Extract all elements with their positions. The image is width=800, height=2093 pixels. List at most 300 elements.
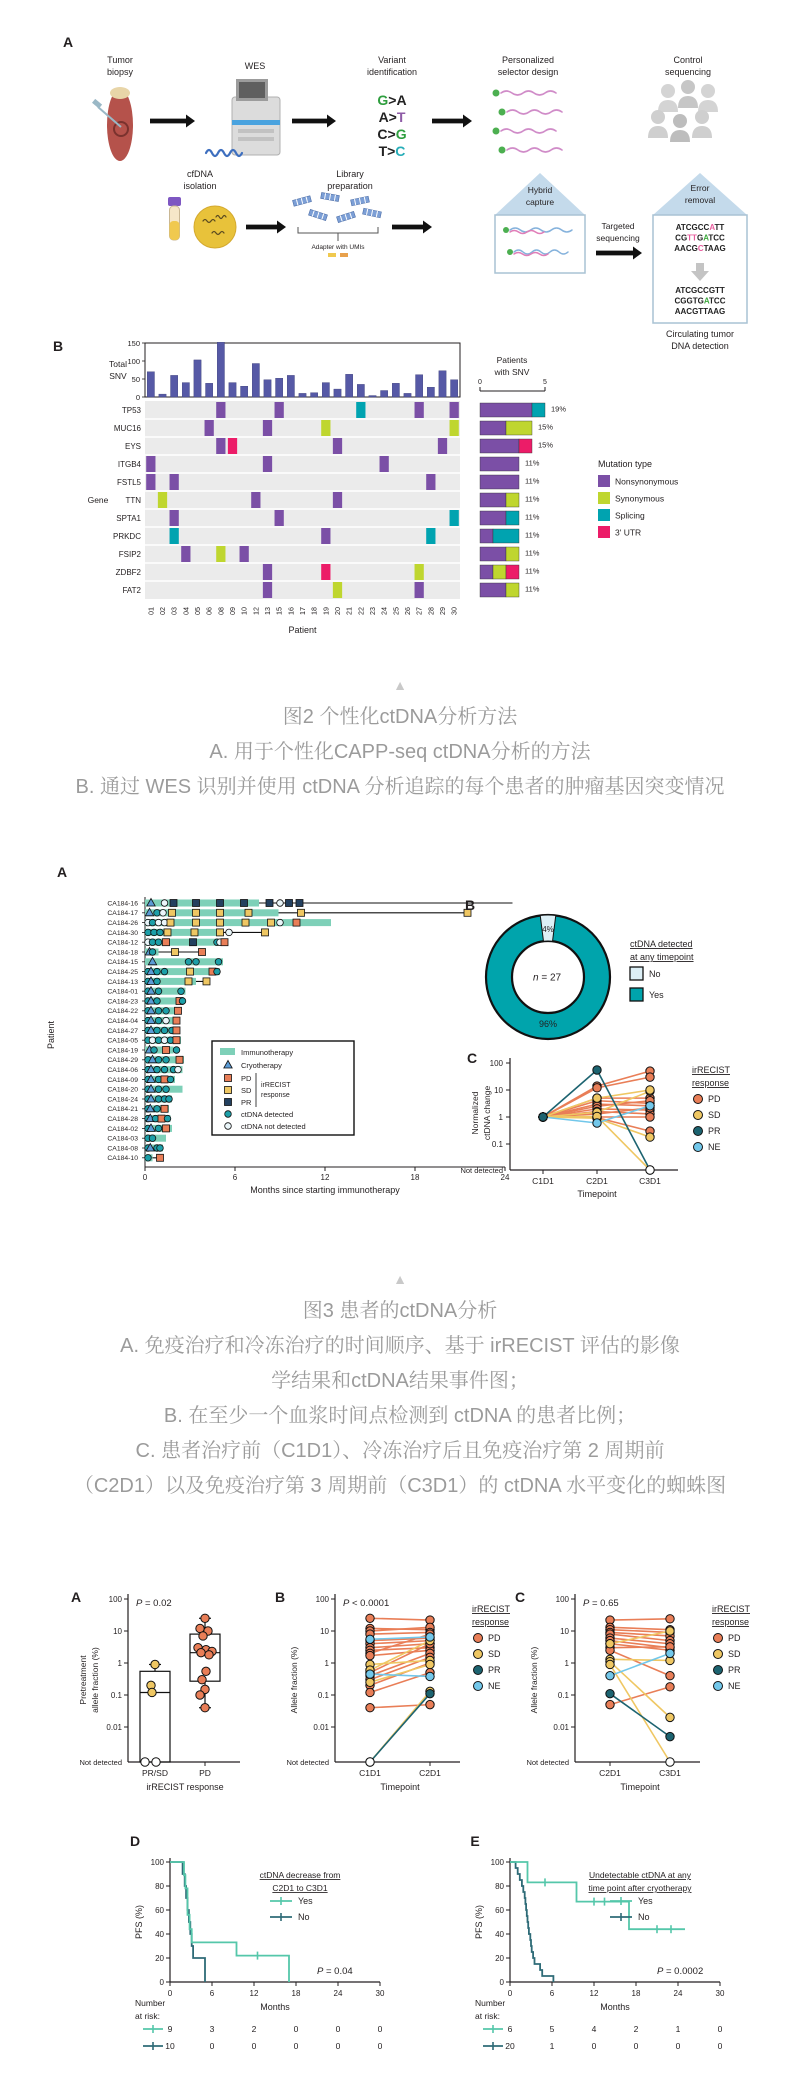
svg-text:Targeted: Targeted: [601, 221, 635, 231]
svg-text:0.01: 0.01: [313, 1723, 329, 1732]
svg-text:15: 15: [274, 607, 284, 615]
svg-text:0: 0: [633, 2041, 639, 2051]
svg-text:Not detected: Not detected: [286, 1758, 329, 1767]
svg-text:11%: 11%: [525, 512, 540, 522]
svg-text:26: 26: [403, 607, 412, 615]
svg-text:response: response: [692, 1078, 730, 1088]
svg-text:22: 22: [356, 607, 366, 615]
svg-text:23: 23: [368, 607, 377, 615]
svg-text:25: 25: [391, 607, 401, 615]
svg-text:Allele fraction (%): Allele fraction (%): [529, 1646, 539, 1714]
svg-text:B: B: [274, 1589, 286, 1605]
svg-text:1: 1: [498, 1113, 503, 1122]
fig2-mutation-type-legend: [598, 459, 678, 538]
svg-text:FAT2: FAT2: [122, 585, 141, 595]
figure3-caption-line-c1: C. 患者治疗前（C1D1）、冷冻治疗后且免疫治疗第 2 周期前: [135, 1440, 665, 1462]
svg-text:CA184-10: CA184-10: [107, 1155, 138, 1163]
svg-text:0: 0: [159, 1978, 164, 1987]
svg-text:20: 20: [155, 1954, 164, 1963]
svg-text:100: 100: [127, 356, 140, 366]
svg-text:irRECIST response: irRECIST response: [146, 1782, 224, 1792]
svg-text:10: 10: [560, 1627, 569, 1636]
svg-text:11%: 11%: [525, 458, 540, 468]
control-population-icon: [648, 80, 718, 142]
svg-text:CA184-01: CA184-01: [107, 988, 138, 996]
svg-text:20: 20: [333, 607, 342, 615]
svg-text:CA184-02: CA184-02: [107, 1125, 138, 1133]
svg-text:Circulating tumor: Circulating tumor: [665, 329, 735, 339]
svg-text:02: 02: [158, 607, 167, 615]
fig2-oncoprint: [113, 401, 460, 615]
svg-text:Number: Number: [475, 1998, 506, 2008]
svg-text:isolation: isolation: [183, 181, 217, 191]
svg-text:1: 1: [549, 2041, 555, 2051]
svg-text:CA184-13: CA184-13: [107, 978, 138, 986]
svg-text:irRECIST: irRECIST: [692, 1065, 730, 1075]
svg-text:WES: WES: [244, 61, 266, 71]
svg-text:0: 0: [377, 2041, 383, 2051]
svg-text:Yes: Yes: [638, 1896, 653, 1906]
svg-text:12: 12: [249, 1989, 259, 1998]
svg-text:C2D1 to C3D1: C2D1 to C3D1: [272, 1883, 328, 1893]
variant-list: [377, 92, 406, 159]
svg-text:C3D1: C3D1: [659, 1768, 681, 1778]
svg-text:C2D1: C2D1: [599, 1768, 621, 1778]
svg-text:5: 5: [543, 379, 547, 386]
svg-text:Months: Months: [600, 2002, 630, 2012]
svg-text:Control: Control: [673, 55, 703, 65]
svg-text:Immunotherapy: Immunotherapy: [241, 1048, 294, 1057]
svg-text:100: 100: [108, 1595, 122, 1604]
svg-text:CA184-25: CA184-25: [107, 969, 138, 976]
figure2-caption-title: 图2 个性化ctDNA分析方法: [282, 706, 518, 728]
svg-text:P = 0.65: P = 0.65: [583, 1598, 619, 1609]
figure4-ctdna-outcome-analysis: [40, 1550, 760, 2090]
svg-text:Timepoint: Timepoint: [577, 1189, 617, 1199]
svg-text:CA184-26: CA184-26: [107, 920, 138, 927]
svg-text:11%: 11%: [525, 566, 540, 576]
svg-text:30: 30: [449, 607, 459, 615]
svg-text:CA184-18: CA184-18: [107, 949, 138, 957]
svg-text:0: 0: [209, 2041, 215, 2051]
svg-text:CA184-24: CA184-24: [107, 1096, 138, 1104]
svg-text:0.1: 0.1: [557, 1691, 569, 1700]
svg-text:CA184-23: CA184-23: [107, 998, 138, 1006]
svg-text:irRECIST: irRECIST: [712, 1604, 750, 1614]
svg-text:6: 6: [209, 1989, 215, 1998]
svg-text:0: 0: [675, 2041, 681, 2051]
svg-text:PRKDC: PRKDC: [112, 531, 141, 541]
fig2-panel-b: [53, 338, 678, 635]
svg-text:PD: PD: [728, 1633, 741, 1643]
svg-text:PD: PD: [199, 1768, 211, 1778]
fig4-panel-d-km-risk-table: [135, 1998, 383, 2051]
svg-text:Yes: Yes: [298, 1896, 313, 1906]
svg-text:0: 0: [167, 1989, 173, 1998]
svg-text:10: 10: [320, 1627, 329, 1636]
svg-text:0.01: 0.01: [553, 1723, 569, 1732]
svg-text:ctDNA change: ctDNA change: [482, 1085, 492, 1141]
svg-text:E: E: [470, 1833, 480, 1849]
svg-text:10: 10: [165, 2041, 175, 2051]
cfdna-isolation-icon: [168, 197, 236, 248]
svg-text:B: B: [52, 338, 64, 354]
svg-text:PD: PD: [708, 1094, 721, 1104]
svg-text:13: 13: [263, 607, 272, 615]
svg-text:0: 0: [717, 2041, 723, 2051]
svg-text:PR: PR: [728, 1665, 741, 1675]
svg-text:SD: SD: [708, 1110, 721, 1120]
svg-text:at risk:: at risk:: [135, 2011, 161, 2021]
svg-text:CA184-20: CA184-20: [107, 1086, 138, 1094]
svg-text:50: 50: [131, 374, 140, 384]
svg-text:PR: PR: [708, 1126, 721, 1136]
svg-text:2: 2: [251, 2024, 257, 2034]
svg-text:C1D1: C1D1: [532, 1176, 554, 1186]
svg-text:4: 4: [591, 2024, 597, 2034]
svg-text:06: 06: [204, 607, 214, 615]
svg-text:Undetectable ctDNA at any: Undetectable ctDNA at any: [588, 1870, 692, 1880]
svg-text:CGGTGATCC: CGGTGATCC: [674, 296, 726, 306]
svg-text:0: 0: [478, 379, 482, 386]
svg-text:biopsy: biopsy: [106, 67, 134, 77]
svg-text:CA184-09: CA184-09: [107, 1076, 138, 1084]
svg-text:CA184-19: CA184-19: [107, 1047, 138, 1055]
svg-text:NE: NE: [488, 1681, 501, 1691]
svg-text:Personalized: Personalized: [501, 55, 555, 65]
svg-text:11%: 11%: [525, 530, 540, 540]
wes-sequencer-icon: [206, 79, 280, 156]
figure2-caption: [0, 700, 800, 805]
svg-text:P = 0.02: P = 0.02: [136, 1598, 172, 1609]
svg-text:removal: removal: [684, 195, 716, 205]
svg-text:AACGCTAAG: AACGCTAAG: [674, 244, 726, 253]
svg-text:CA184-27: CA184-27: [107, 1027, 138, 1035]
svg-text:04: 04: [181, 607, 191, 615]
fig4-panel-d-km: [130, 1833, 385, 2051]
figure3-caption-line-a1: A. 免疫治疗和冷冻治疗的时间顺序、基于 irRECIST 评估的影像: [120, 1335, 680, 1357]
fig4-panel-b-slope: [275, 1589, 511, 1792]
svg-text:18: 18: [631, 1989, 641, 1998]
fig3-donut-legend: [630, 939, 694, 1001]
svg-text:0.01: 0.01: [106, 1723, 122, 1732]
svg-text:40: 40: [155, 1930, 164, 1939]
svg-text:ZDBF2: ZDBF2: [115, 567, 141, 577]
svg-text:10: 10: [113, 1627, 122, 1636]
svg-text:24: 24: [333, 1989, 343, 1998]
fig4-panel-e-km-legend: [589, 1870, 693, 1922]
svg-text:Gene: Gene: [87, 495, 109, 505]
svg-text:2: 2: [633, 2024, 639, 2034]
svg-text:Splicing: Splicing: [615, 510, 645, 521]
svg-text:60: 60: [155, 1906, 164, 1915]
svg-text:SD: SD: [728, 1649, 741, 1659]
svg-text:C3D1: C3D1: [639, 1176, 661, 1186]
svg-text:P = 0.0002: P = 0.0002: [657, 1966, 704, 1977]
svg-text:n = 27: n = 27: [533, 972, 562, 984]
fig4-panel-e-km-risk-table: [475, 1998, 723, 2051]
svg-text:Tumor: Tumor: [107, 55, 133, 65]
svg-text:SD: SD: [488, 1649, 501, 1659]
fig2-panel-a: [63, 34, 747, 351]
svg-text:20: 20: [495, 1954, 504, 1963]
svg-text:SNV: SNV: [109, 371, 127, 381]
svg-text:TP53: TP53: [121, 405, 141, 415]
svg-text:0.1: 0.1: [110, 1691, 122, 1700]
fig4-panel-b-slope-legend: [472, 1604, 511, 1691]
svg-text:100: 100: [490, 1858, 504, 1867]
svg-text:24: 24: [500, 1173, 510, 1182]
svg-text:capture: capture: [525, 197, 555, 207]
svg-text:T>C: T>C: [378, 143, 406, 159]
fig2-patients-with-snv-bars: [480, 403, 566, 597]
svg-text:A: A: [62, 34, 74, 50]
svg-text:CA184-17: CA184-17: [107, 910, 138, 918]
svg-text:11%: 11%: [525, 476, 540, 486]
figure3-caption-line-b: B. 在至少一个血浆时间点检测到 ctDNA 的患者比例；: [163, 1405, 637, 1427]
svg-text:response: response: [712, 1617, 750, 1627]
svg-text:Number: Number: [135, 1998, 166, 2008]
svg-text:19: 19: [321, 607, 331, 615]
svg-text:CA184-15: CA184-15: [107, 959, 138, 967]
svg-text:irRECIST: irRECIST: [261, 1082, 291, 1089]
figure3-patient-ctdna-analysis: [40, 855, 760, 1220]
svg-text:No: No: [649, 969, 661, 979]
svg-text:C: C: [466, 1050, 478, 1066]
fig4-panel-c-slope-legend: [712, 1604, 751, 1691]
svg-text:1: 1: [564, 1659, 569, 1668]
svg-text:Variant: Variant: [378, 55, 406, 65]
svg-text:0: 0: [335, 2041, 341, 2051]
svg-text:P < 0.0001: P < 0.0001: [343, 1598, 390, 1609]
svg-text:Patient: Patient: [288, 625, 317, 635]
collapse-triangle-icon: ▲: [393, 677, 407, 693]
svg-text:irRECIST: irRECIST: [472, 1604, 510, 1614]
svg-text:allele fraction (%): allele fraction (%): [90, 1647, 100, 1713]
svg-text:24: 24: [673, 1989, 683, 1998]
svg-text:17: 17: [298, 607, 307, 615]
svg-text:11%: 11%: [525, 548, 540, 558]
svg-text:B: B: [464, 897, 476, 913]
svg-text:ctDNA detected: ctDNA detected: [241, 1110, 294, 1119]
svg-text:CA184-29: CA184-29: [107, 1057, 138, 1065]
svg-text:CGTTGATCC: CGTTGATCC: [675, 233, 725, 243]
svg-text:1: 1: [675, 2024, 681, 2034]
fig4-panel-d-km-legend: [260, 1870, 341, 1922]
svg-text:3' UTR: 3' UTR: [615, 527, 642, 538]
figure3-caption-line-c2: （C2D1）以及免疫治疗第 3 周期前（C3D1）的 ctDNA 水平变化的蜘蛛图: [73, 1475, 727, 1497]
svg-text:C2D1: C2D1: [586, 1176, 608, 1186]
svg-text:15%: 15%: [538, 422, 554, 432]
svg-text:TTN: TTN: [125, 495, 141, 505]
svg-text:PFS (%): PFS (%): [134, 1904, 144, 1940]
tumor-biopsy-icon: [92, 87, 133, 161]
svg-text:0: 0: [142, 1173, 148, 1182]
library-prep-icon: [293, 192, 382, 257]
svg-text:30: 30: [375, 1989, 385, 1998]
svg-text:Error: Error: [690, 183, 710, 193]
fig2-snv-bar-chart: [147, 342, 458, 397]
svg-text:identification: identification: [366, 67, 418, 77]
svg-text:C1D1: C1D1: [359, 1768, 381, 1778]
svg-text:ctDNA not detected: ctDNA not detected: [241, 1122, 306, 1131]
svg-text:Not detected: Not detected: [526, 1758, 569, 1767]
svg-text:Months: Months: [260, 2002, 290, 2012]
svg-text:16: 16: [286, 607, 296, 615]
svg-text:0: 0: [499, 1978, 504, 1987]
svg-text:No: No: [638, 1912, 650, 1922]
svg-text:MUC16: MUC16: [113, 423, 141, 433]
svg-text:6: 6: [549, 1989, 555, 1998]
svg-text:Mutation type: Mutation type: [598, 459, 653, 469]
selector-probes-icon: [493, 90, 563, 154]
svg-text:CA184-03: CA184-03: [107, 1135, 138, 1143]
fig4-panel-a-boxplot: [71, 1589, 240, 1792]
svg-text:40: 40: [495, 1930, 504, 1939]
figure3-caption: [0, 1294, 800, 1504]
svg-text:100: 100: [150, 1858, 164, 1867]
svg-text:A: A: [56, 864, 68, 880]
fig4-panel-e-km: [470, 1833, 725, 2051]
svg-text:100: 100: [555, 1595, 569, 1604]
svg-text:NE: NE: [728, 1681, 741, 1691]
svg-text:28: 28: [426, 607, 436, 615]
collapse-triangle-icon: ▲: [393, 1271, 407, 1287]
figure2-caption-line-a: A. 用于个性化CAPP-seq ctDNA分析的方法: [209, 741, 591, 763]
svg-text:A>T: A>T: [378, 109, 406, 125]
svg-text:10: 10: [494, 1086, 503, 1095]
svg-text:18: 18: [291, 1989, 301, 1998]
svg-text:08: 08: [216, 607, 226, 615]
svg-text:12: 12: [320, 1173, 330, 1182]
svg-text:11%: 11%: [525, 494, 540, 504]
svg-text:at any timepoint: at any timepoint: [630, 952, 694, 962]
fig4-panel-c-slope: [515, 1589, 751, 1792]
svg-text:C: C: [514, 1589, 526, 1605]
svg-text:6: 6: [232, 1173, 238, 1182]
error-removal-box: [653, 173, 747, 351]
svg-text:D: D: [129, 1833, 141, 1849]
svg-text:0: 0: [293, 2041, 299, 2051]
fig3-panel-a-swimmer: [46, 864, 513, 1195]
svg-text:PFS (%): PFS (%): [474, 1904, 484, 1940]
svg-text:9: 9: [167, 2024, 173, 2034]
svg-text:NE: NE: [708, 1142, 721, 1152]
svg-text:SD: SD: [241, 1086, 252, 1095]
svg-text:G>A: G>A: [377, 92, 407, 108]
svg-text:response: response: [261, 1092, 290, 1099]
svg-text:CA184-05: CA184-05: [107, 1037, 138, 1045]
svg-text:60: 60: [495, 1906, 504, 1915]
svg-text:response: response: [472, 1617, 510, 1627]
svg-text:Not detected: Not detected: [79, 1758, 122, 1767]
svg-text:C>G: C>G: [377, 126, 407, 142]
svg-text:with SNV: with SNV: [494, 367, 530, 377]
svg-text:CA184-22: CA184-22: [107, 1008, 138, 1016]
svg-text:80: 80: [495, 1882, 504, 1891]
svg-text:Pretreatment: Pretreatment: [78, 1655, 88, 1705]
svg-text:01: 01: [146, 607, 156, 615]
svg-text:18: 18: [410, 1173, 420, 1182]
svg-text:A: A: [70, 1589, 82, 1605]
svg-text:preparation: preparation: [327, 181, 373, 191]
svg-text:Allele fraction (%): Allele fraction (%): [289, 1646, 299, 1714]
svg-text:05: 05: [193, 607, 202, 615]
svg-text:29: 29: [438, 607, 447, 615]
svg-text:Not detected: Not detected: [460, 1166, 503, 1175]
svg-text:4%: 4%: [542, 925, 554, 934]
svg-text:0.1: 0.1: [491, 1140, 503, 1149]
svg-text:P = 0.04: P = 0.04: [317, 1966, 353, 1977]
svg-text:0: 0: [335, 2024, 341, 2034]
svg-text:20: 20: [505, 2041, 515, 2051]
svg-text:PD: PD: [241, 1074, 252, 1083]
svg-text:ctDNA decrease from: ctDNA decrease from: [259, 1870, 341, 1880]
svg-text:0: 0: [377, 2024, 383, 2034]
svg-text:sequencing: sequencing: [664, 67, 712, 77]
svg-text:CA184-08: CA184-08: [107, 1145, 138, 1153]
svg-text:DNA detection: DNA detection: [671, 341, 729, 351]
svg-text:Patient: Patient: [46, 1020, 56, 1050]
hybrid-capture-box: [495, 173, 585, 273]
svg-text:Library: Library: [336, 169, 364, 179]
svg-text:ctDNA detected: ctDNA detected: [630, 939, 693, 949]
svg-text:CA184-21: CA184-21: [107, 1106, 138, 1114]
svg-text:sequencing: sequencing: [596, 233, 640, 243]
svg-text:CA184-06: CA184-06: [107, 1067, 138, 1074]
svg-text:1: 1: [117, 1659, 122, 1668]
svg-text:AACGTTAAG: AACGTTAAG: [674, 307, 726, 316]
svg-text:96%: 96%: [538, 1019, 558, 1029]
svg-text:time point after cryotherapy: time point after cryotherapy: [588, 1883, 692, 1893]
svg-text:80: 80: [155, 1882, 164, 1891]
svg-text:PR: PR: [241, 1098, 252, 1107]
svg-text:PD: PD: [488, 1633, 501, 1643]
svg-text:5: 5: [549, 2024, 555, 2034]
svg-text:ATCGCCGTT: ATCGCCGTT: [675, 286, 725, 295]
svg-text:12: 12: [589, 1989, 599, 1998]
svg-text:No: No: [298, 1912, 310, 1922]
svg-text:150: 150: [127, 338, 140, 348]
svg-text:100: 100: [315, 1595, 329, 1604]
svg-text:12: 12: [251, 607, 261, 615]
fig3-spider-legend: [692, 1065, 731, 1152]
figure2-caption-line-b: B. 通过 WES 识别并使用 ctDNA 分析追踪的每个患者的肿瘤基因突变情况: [75, 776, 725, 798]
figure3-caption-line-a2: 学结果和ctDNA结果事件图；: [271, 1370, 529, 1392]
svg-text:0: 0: [135, 392, 140, 402]
svg-text:CA184-04: CA184-04: [107, 1018, 138, 1025]
svg-text:selector design: selector design: [497, 67, 559, 77]
svg-text:3: 3: [209, 2024, 215, 2034]
figure3-caption-title: 图3 患者的ctDNA分析: [302, 1300, 498, 1322]
svg-text:21: 21: [344, 607, 354, 615]
svg-text:6: 6: [507, 2024, 513, 2034]
svg-text:ATCGCCATT: ATCGCCATT: [675, 223, 725, 232]
svg-text:FSTL5: FSTL5: [116, 477, 141, 487]
svg-text:Total: Total: [109, 359, 127, 369]
svg-text:24: 24: [379, 607, 389, 615]
svg-text:CA184-12: CA184-12: [107, 939, 138, 947]
svg-text:09: 09: [228, 607, 237, 615]
svg-text:19%: 19%: [551, 404, 567, 414]
svg-text:ITGB4: ITGB4: [117, 459, 141, 469]
svg-text:15%: 15%: [538, 440, 554, 450]
svg-text:Patients: Patients: [496, 355, 528, 365]
svg-text:10: 10: [239, 607, 249, 615]
svg-text:Yes: Yes: [649, 990, 664, 1000]
svg-text:Cryotherapy: Cryotherapy: [241, 1061, 282, 1070]
svg-text:0: 0: [717, 2024, 723, 2034]
